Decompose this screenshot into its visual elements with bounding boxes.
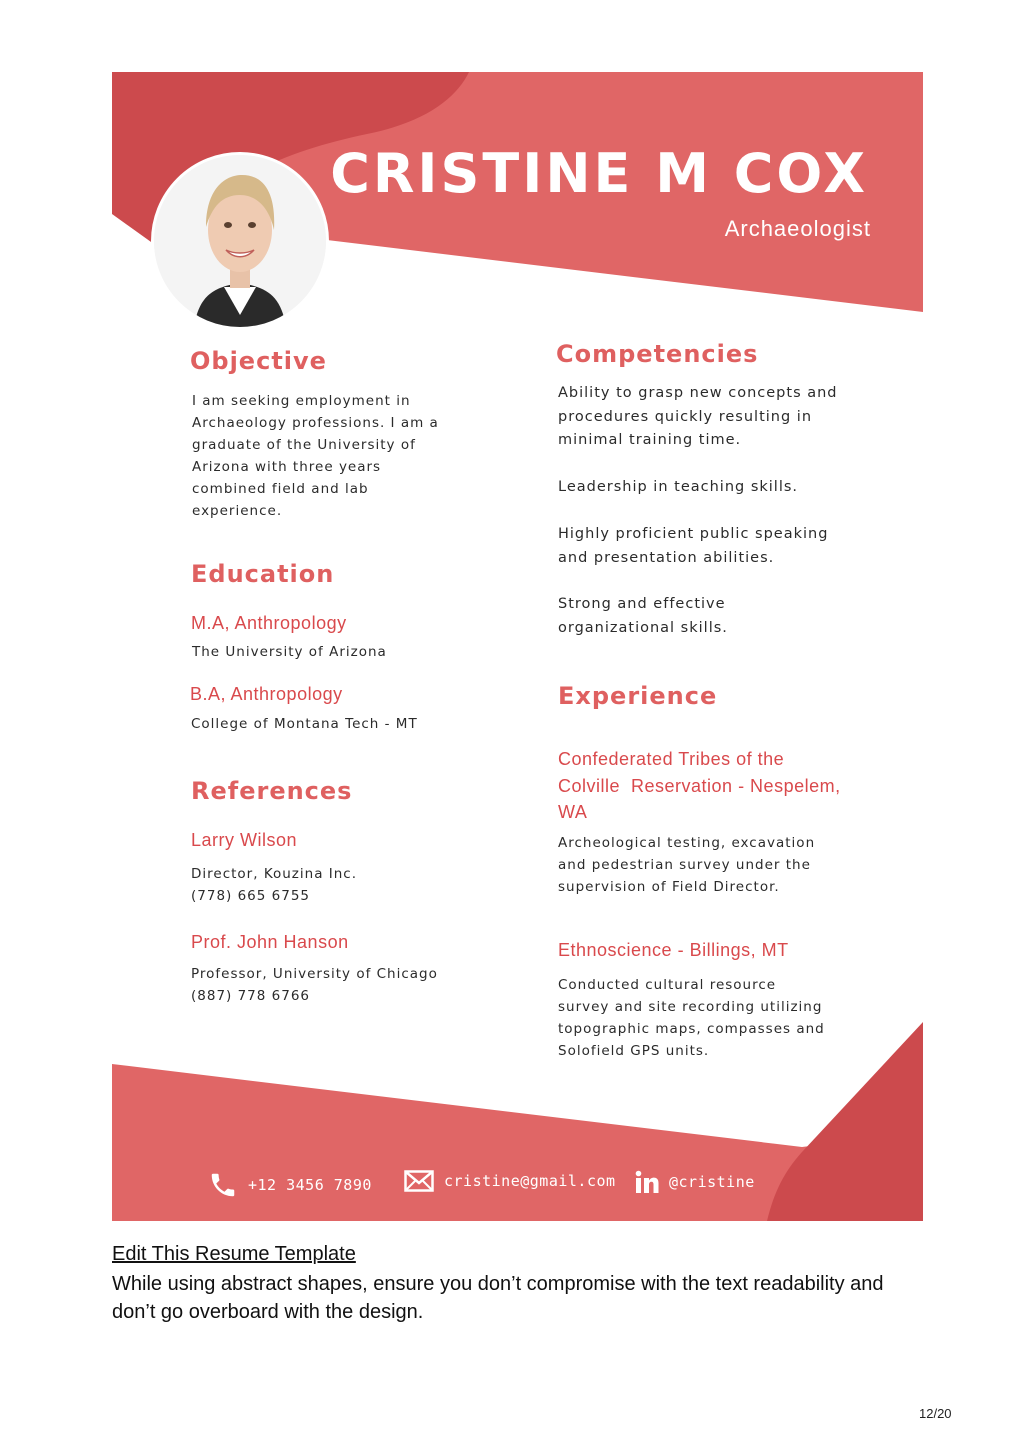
profile-photo <box>151 152 329 330</box>
resume-name: CRISTINE M COX <box>330 142 868 205</box>
experience-line: supervision of Field Director. <box>558 879 780 895</box>
experience-line: Archeological testing, excavation <box>558 835 816 851</box>
experience-employer-1 <box>558 746 841 826</box>
employer-line: Colville Reservation - Nespelem, <box>558 775 841 796</box>
footer-email-text: cristine@gmail.com <box>444 1172 616 1190</box>
reference-name-2: Prof. John Hanson <box>191 932 349 952</box>
experience-heading: Experience <box>558 682 718 710</box>
employer-line: WA <box>558 802 588 822</box>
experience-line: topographic maps, compasses and <box>558 1021 825 1037</box>
experience-line: Solofield GPS units. <box>558 1043 710 1059</box>
objective-line: graduate of the University of <box>192 437 416 453</box>
linkedin-icon <box>635 1170 659 1194</box>
footer-linkedin-text: @cristine <box>669 1173 755 1191</box>
objective-line: Arizona with three years <box>192 459 382 475</box>
objective-heading: Objective <box>190 347 327 375</box>
reference-role: Professor, University of Chicago <box>191 966 438 982</box>
footer-email <box>404 1170 616 1192</box>
objective-text <box>192 390 439 522</box>
experience-line: survey and site recording utilizing <box>558 999 823 1015</box>
objective-line: combined field and lab <box>192 481 369 497</box>
education-degree-1: M.A, Anthropology <box>191 613 347 633</box>
resume-job-title: Archaeologist <box>724 216 871 241</box>
competency-line: Strong and effective <box>558 596 726 612</box>
objective-line: I am seeking employment in <box>192 393 411 409</box>
education-school-2: College of Montana Tech - MT <box>191 716 418 732</box>
competency-line: Highly proficient public speaking <box>558 526 829 542</box>
education-school-1: The University of Arizona <box>192 644 387 660</box>
competencies-heading: Competencies <box>556 340 759 368</box>
phone-icon <box>208 1170 238 1200</box>
competency-line: procedures quickly resulting in <box>558 408 813 425</box>
experience-desc-2 <box>558 974 825 1062</box>
education-degree-2: B.A, Anthropology <box>190 684 343 704</box>
envelope-icon <box>404 1170 434 1192</box>
competency-line: Ability to grasp new concepts and <box>558 385 838 401</box>
reference-phone: (778) 665 6755 <box>191 888 311 904</box>
competency-line: Leadership in teaching skills. <box>558 479 799 495</box>
competency-item <box>558 382 878 453</box>
caption-text: While using abstract shapes, ensure you don’t compromise with the text readability and don’t go overboard with the design. <box>112 1273 884 1323</box>
competency-item <box>558 593 878 640</box>
employer-line: Confederated Tribes of the <box>558 749 785 769</box>
profile-portrait <box>154 155 326 327</box>
competency-line: organizational skills. <box>558 619 728 636</box>
experience-employer-2: Ethnoscience - Billings, MT <box>558 940 789 960</box>
reference-details-1 <box>191 863 357 907</box>
footer-linkedin <box>635 1170 755 1194</box>
footer-phone <box>208 1170 372 1200</box>
reference-phone: (887) 778 6766 <box>191 988 311 1004</box>
objective-line: experience. <box>192 503 283 519</box>
page-number: 12/20 <box>919 1406 952 1421</box>
experience-desc-1 <box>558 832 815 898</box>
competency-item <box>558 476 878 500</box>
reference-name-1: Larry Wilson <box>191 830 298 850</box>
footer-phone-text: +12 3456 7890 <box>248 1176 372 1194</box>
experience-line: Conducted cultural resource <box>558 977 777 993</box>
reference-details-2 <box>191 963 438 1007</box>
experience-line: and pedestrian survey under the <box>558 857 811 873</box>
edit-template-link[interactable]: Edit This Resume Template <box>112 1243 356 1265</box>
competency-line: minimal training time. <box>558 432 742 448</box>
reference-role: Director, Kouzina Inc. <box>191 866 358 882</box>
education-heading: Education <box>191 560 335 588</box>
competency-item <box>558 523 878 570</box>
resume-template-image <box>112 72 923 1221</box>
references-heading: References <box>191 777 353 805</box>
objective-line: Archaeology professions. I am a <box>192 415 439 431</box>
competency-line: and presentation abilities. <box>558 549 775 566</box>
